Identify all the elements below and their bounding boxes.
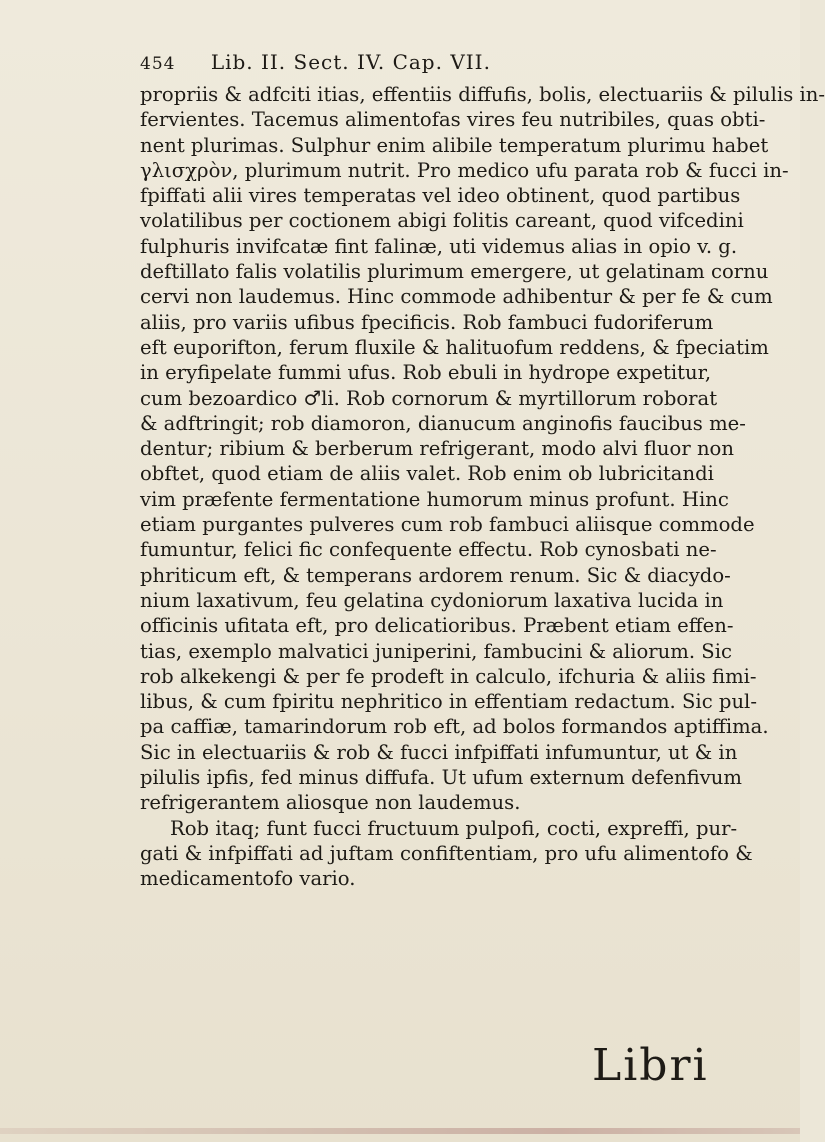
- page-edge-stain: [0, 1128, 800, 1134]
- text-line: rob alkekengi & per fe prodeft in calculo, ifchuria & aliis fimi-: [140, 664, 757, 688]
- text-line: nium laxativum, feu gelatina cydoniorum laxativa lucida in: [140, 588, 724, 612]
- text-line: propriis & adfciti itias, effentiis diffufis, bolis, electuariis & pilulis in-: [140, 83, 825, 106]
- text-line: fumuntur, felici fic confequente effectu. Rob cynosbati ne-: [140, 538, 717, 562]
- text-line: Rob itaq; funt fucci fructuum pulpofi, cocti, expreffi, pur-: [170, 816, 738, 840]
- text-line: Sic in electuariis & rob & fucci infpiffati infumuntur, ut & in: [140, 740, 738, 764]
- text-line: pilulis ipfis, fed minus diffufa. Ut ufum externum defenfivum: [140, 766, 743, 790]
- text-line: aliis, pro variis ufibus fpecificis. Rob fambuci fudoriferum: [140, 310, 714, 334]
- text-line: officinis ufitata eft, pro delicatioribus. Præbent etiam effen-: [140, 614, 734, 638]
- text-line: deftillato falis volatilis plurimum emergere, ut gelatinam cornu: [140, 260, 769, 284]
- running-header: [140, 50, 700, 74]
- text-line: medicamentofo vario.: [140, 867, 356, 891]
- text-line: fulphuris invifcatæ fint falinæ, uti videmus alias in opio v. g.: [140, 234, 738, 258]
- text-line: cervi non laudemus. Hinc commode adhibentur & per fe & cum: [140, 285, 773, 309]
- text-line: libus, & cum fpiritu nephritico in effentiam redactum. Sic pul-: [140, 690, 757, 714]
- text-line: gati & infpiffati ad juftam confiftentiam, pro ufu alimentofo &: [140, 841, 753, 865]
- running-head: Lib. II. Sect. IV. Cap. VII.: [210, 50, 491, 74]
- text-line: dentur; ribium & berberum refrigerant, modo alvi fluor non: [140, 437, 734, 461]
- text-line: cum bezoardico ♂li. Rob cornorum & myrtillorum roborat: [140, 386, 718, 410]
- text-line: & adftringit; rob diamoron, dianucum anginofis faucibus me-: [140, 411, 746, 435]
- text-line: eft euporifton, ferum fluxile & halituofum reddens, & fpeciatim: [140, 335, 769, 359]
- text-line: etiam purgantes pulveres cum rob fambuci aliisque commode: [140, 513, 755, 537]
- text-line: fpiffati alii vires temperatas vel ideo obtinent, quod partibus: [140, 184, 741, 208]
- text-line: in eryfipelate fummi ufus. Rob ebuli in hydrope expetitur,: [140, 361, 712, 385]
- text-line: refrigerantem aliosque non laudemus.: [140, 791, 521, 815]
- text-line: volatilibus per coctionem abigi folitis careant, quod vifcedini: [140, 209, 744, 233]
- body-text: [140, 82, 825, 892]
- text-line: vim præfente fermentatione humorum minus profunt. Hinc: [140, 487, 729, 511]
- page-number: 454: [140, 54, 176, 74]
- catchword: Libri: [592, 1040, 709, 1091]
- text-line: tias, exemplo malvatici juniperini, fambucini & aliorum. Sic: [140, 639, 732, 663]
- text-line: fervientes. Tacemus alimentofas vires feu nutribiles, quas obti-: [140, 108, 766, 132]
- text-line: γλισχρὸν, plurimum nutrit. Pro medico ufu parata rob & fucci in-: [140, 158, 789, 182]
- text-line: phriticum eft, & temperans ardorem renum. Sic & diacydo-: [140, 563, 731, 587]
- text-line: nent plurimas. Sulphur enim alibile temperatum plurimu habet: [140, 133, 769, 157]
- text-line: pa caffiæ, tamarindorum rob eft, ad bolos formandos aptiffima.: [140, 715, 769, 739]
- text-line: obftet, quod etiam de aliis valet. Rob enim ob lubricitandi: [140, 462, 714, 486]
